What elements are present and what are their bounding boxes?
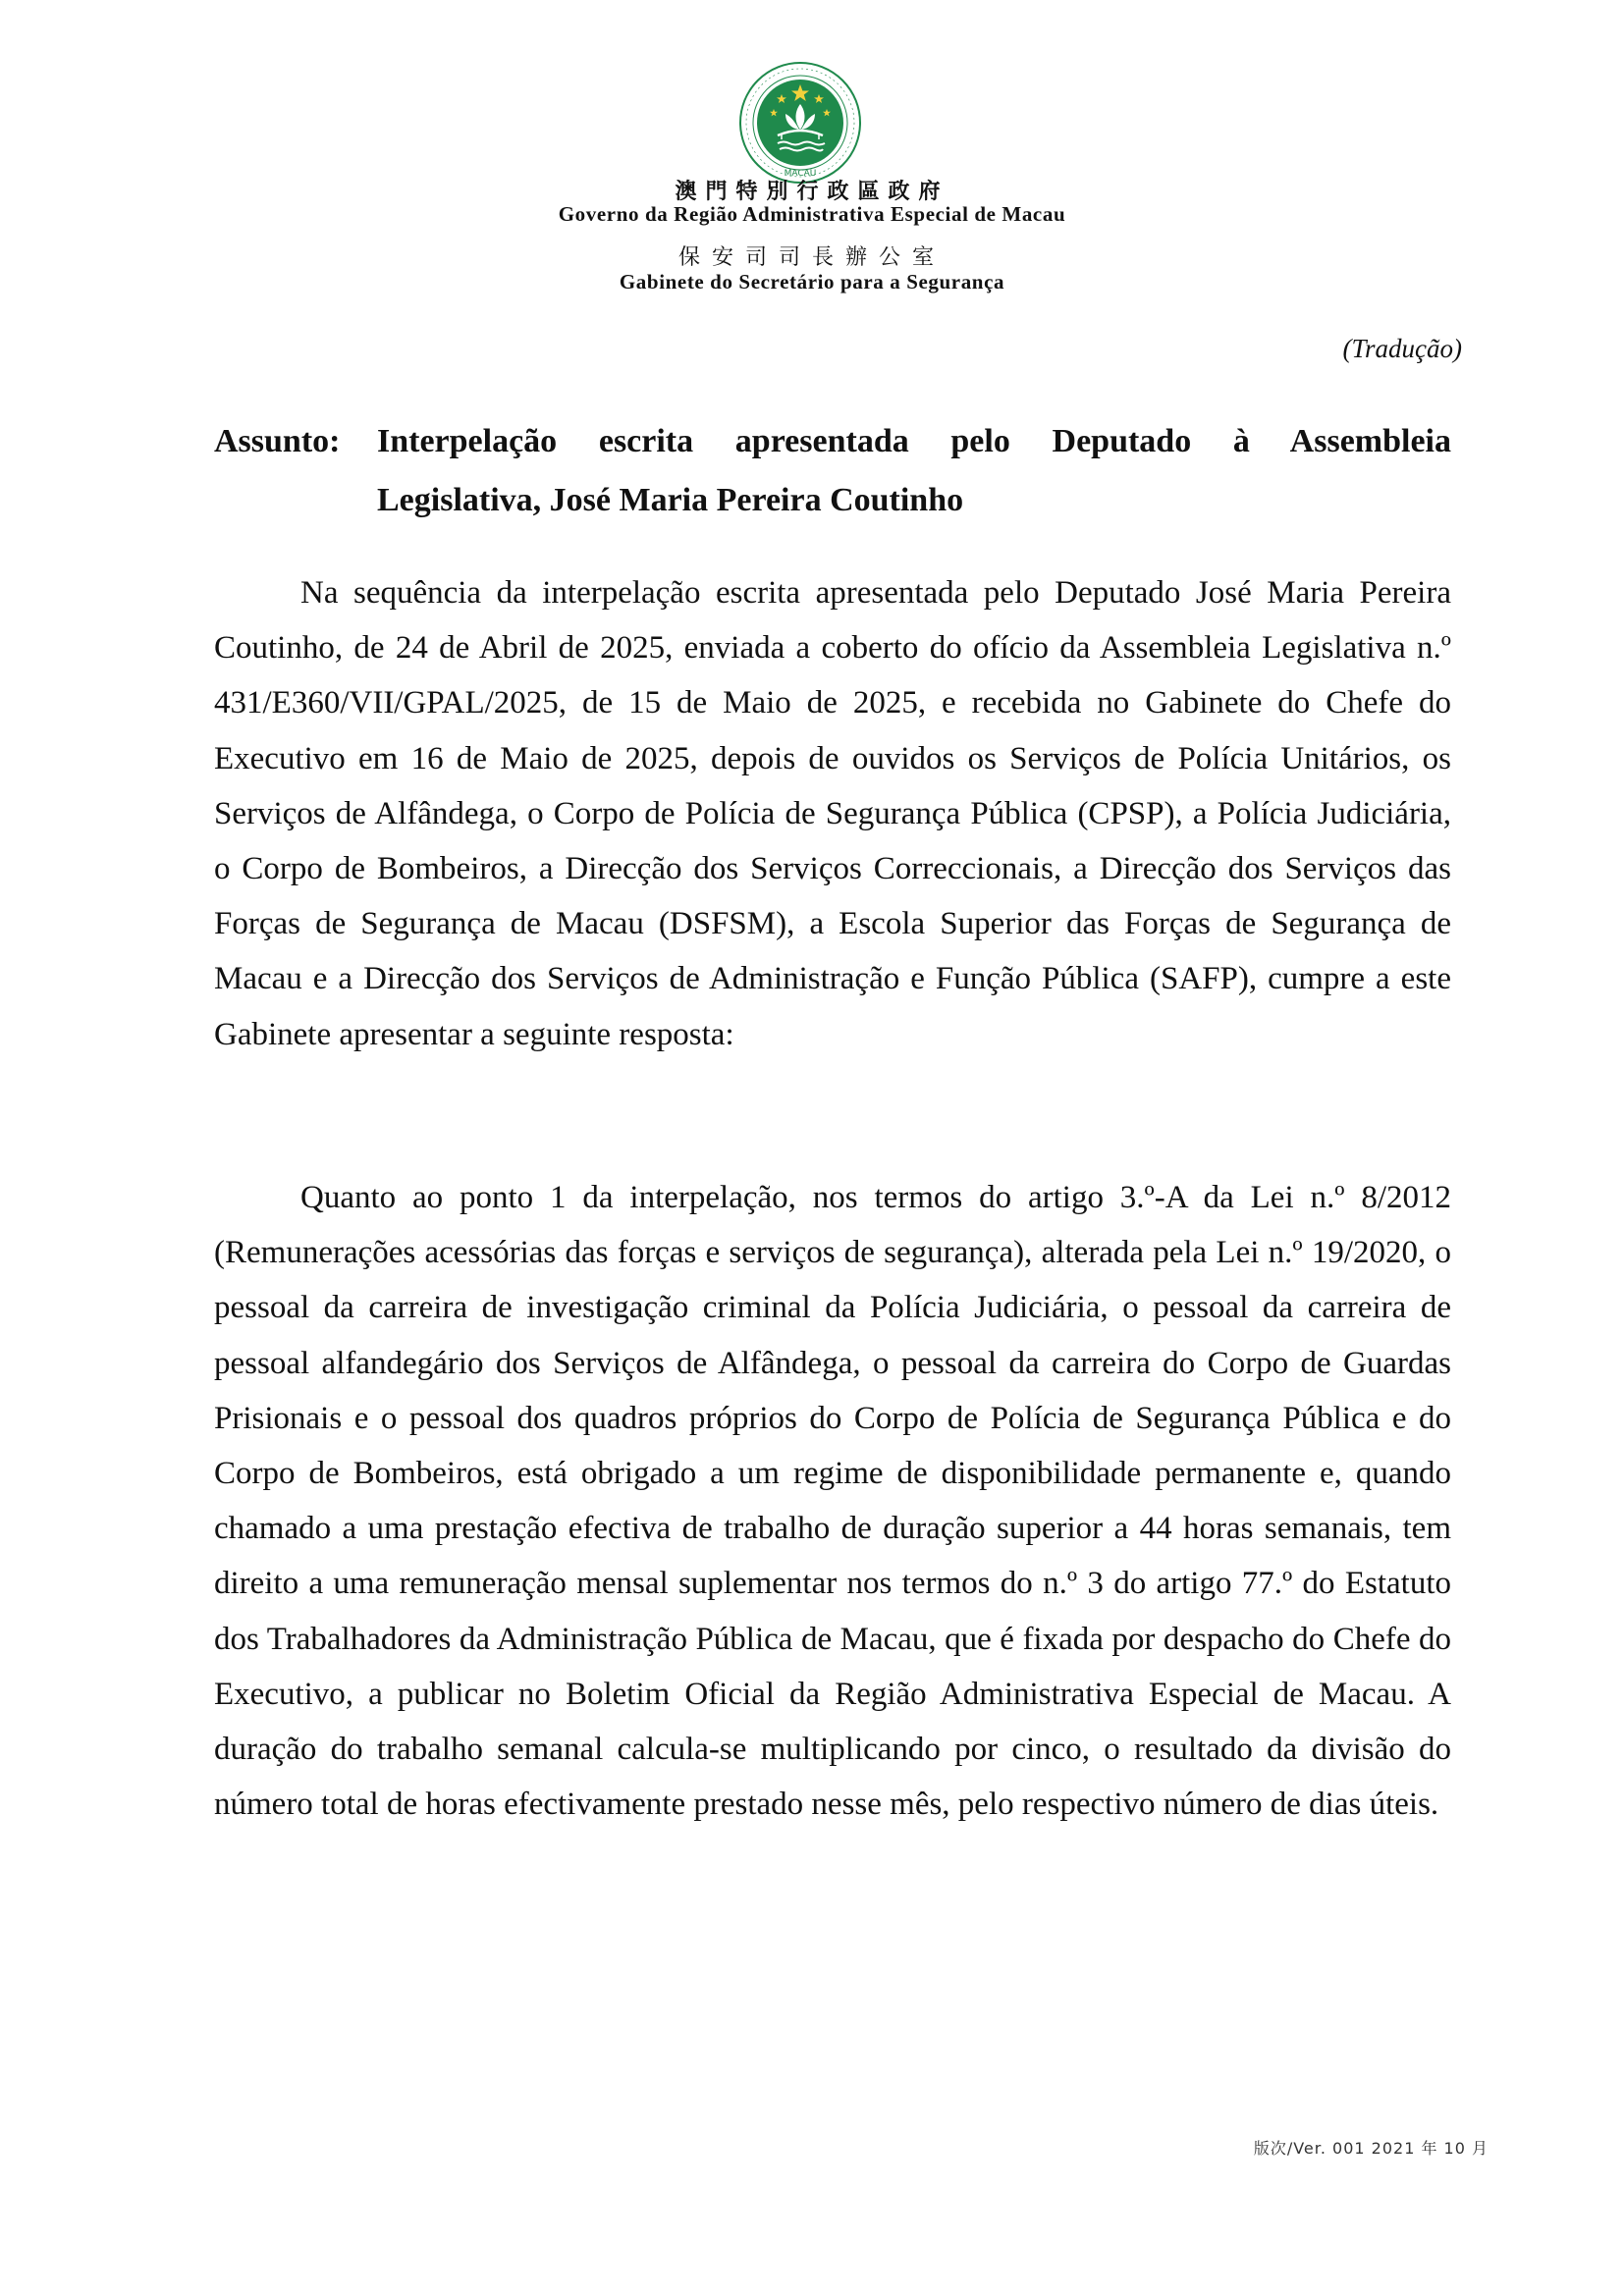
body-paragraph-1: Na sequência da interpelação escrita apresentada pelo Deputado José Maria Pereira Coutinho, de 24 de Abril de 2025, enviada a coberto do ofício da Assembleia Legislativa n.º 431/E360/VII/GPAL/2025, de 15 de Maio de 2025, e recebida no Gabinete do Chefe do Executivo em 16 de Maio de 2025, depois de ouvidos os Serviços de Polícia Unitários, os Serviços de Alfândega, o Corpo de Polícia de Segurança Pública (CPSP), a Polícia Judiciária, o Corpo de Bombeiros, a Direcção dos Serviços Correccionais, a Direcção dos Serviços das Forças de Segurança de Macau (DSFSM), a Escola Superior das Forças de Segurança de Macau e a Direcção dos Serviços de Administração e Função Pública (SAFP), cumpre a este Gabinete apresentar a seguinte resposta: xyxy=(214,575,1451,1052)
subject-label: Assunto: xyxy=(214,423,341,459)
subject-line-2: Legislativa, José Maria Pereira Coutinho xyxy=(377,482,964,518)
svg-text:MACAU: MACAU xyxy=(784,169,817,179)
subject-line-1: Interpelação escrita apresentada pelo Deputado à Assembleia xyxy=(377,423,1451,459)
macau-emblem-icon xyxy=(738,61,862,185)
office-name-portuguese: Gabinete do Secretário para a Segurança xyxy=(619,270,1005,294)
translation-note: (Tradução) xyxy=(1342,334,1462,363)
org-name-portuguese: Governo da Região Administrativa Especial de Macau xyxy=(558,202,1066,226)
body-paragraph-2: Quanto ao ponto 1 da interpelação, nos termos do artigo 3.º-A da Lei n.º 8/2012 (Remunerações acessórias das forças e serviços de segurança), alterada pela Lei n.º 19/2020, o pessoal da carreira de investigação criminal da Polícia Judiciária, o pessoal da carreira de pessoal alfandegário dos Serviços de Alfândega, o pessoal da carreira do Corpo de Guardas Prisionais e o pessoal dos quadros próprios do Corpo de Polícia de Segurança Pública e do Corpo de Bombeiros, está obrigado a um regime de disponibilidade permanente e, quando chamado a uma prestação efectiva de trabalho de duração superior a 44 horas semanais, tem direito a uma remuneração mensal suplementar nos termos do n.º 3 do artigo 77.º do Estatuto dos Trabalhadores da Administração Pública de Macau, que é fixada por despacho do Chefe do Executivo, a publicar no Boletim Oficial da Região Administrativa Especial de Macau. A duração do trabalho semanal calcula-se multiplicando por cinco, o resultado da divisão do número total de horas efectivamente prestado nesse mês, pelo respectivo número de dias úteis. xyxy=(214,1180,1451,1823)
office-name-chinese: 保安司司長辦公室 xyxy=(677,245,946,270)
version-footer: 版次/Ver. 001 2021 年 10 月 xyxy=(1253,2139,1489,2158)
org-name-chinese: 澳門特別行政區政府 xyxy=(675,180,949,204)
subject-text xyxy=(377,412,1451,530)
